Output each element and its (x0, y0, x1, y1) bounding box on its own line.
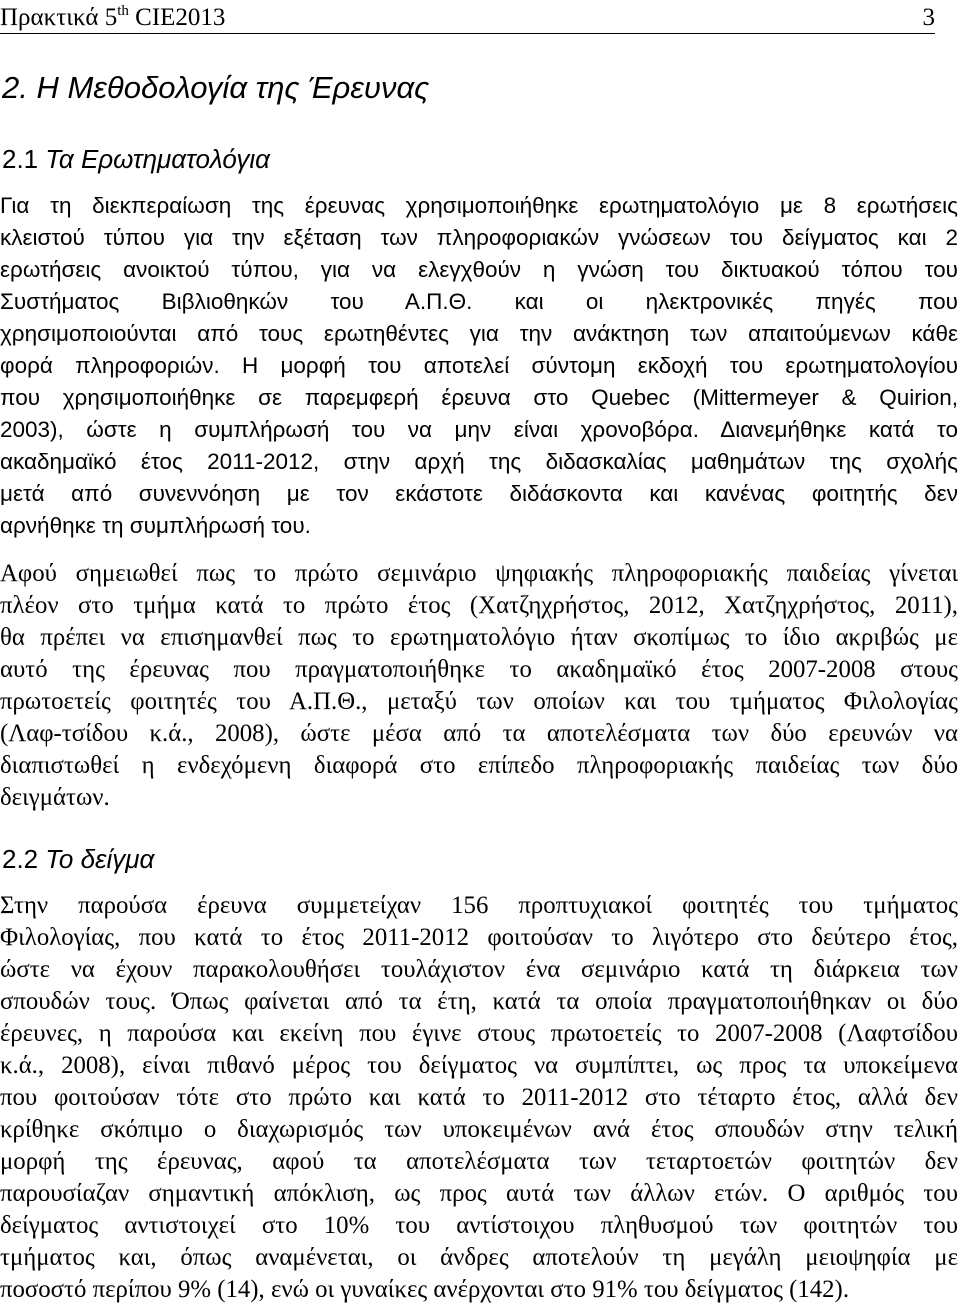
text-line: που φοιτούσαν τότε στο πρώτο και κατά το 2011-2012 στο τέταρτο έτος, αλλά δεν (0, 1084, 958, 1111)
text-line: αρνήθηκε τη συμπλήρωσή του. (0, 513, 311, 538)
page-number: 3 (922, 4, 935, 31)
text-line: κλειστού τύπου για την εξέταση των πληροφοριακών γνώσεων του δείγματος και 2 (0, 225, 958, 250)
text-line: δείγματος αντιστοιχεί στο 10% του αντίστοιχου πληθυσμού των φοιτητών του (0, 1212, 958, 1239)
text-line: διαπιστωθεί η ενδεχόμενη διαφορά στο επίπεδο πληροφοριακής παιδείας των δύο (0, 752, 958, 779)
text-line: Αφού σημειωθεί πως το πρώτο σεμινάριο ψηφιακής πληροφοριακής παιδείας γίνεται (0, 560, 958, 587)
text-line: Φιλολογίας, που κατά το έτος 2011-2012 φοιτούσαν το λιγότερο στο δεύτερο έτος, (0, 924, 958, 951)
text-line: κ.ά., 2008), είναι πιθανό μέρος του δείγματος να συμπίπτει, ως προς τα υποκείμενα (0, 1052, 958, 1079)
page-header (0, 2, 935, 34)
text-line: φορά πληροφοριών. Η μορφή του αποτελεί σύντομη εκδοχή του ερωτηματολογίου (0, 353, 958, 378)
text-line: Στην παρούσα έρευνα συμμετείχαν 156 προπτυχιακοί φοιτητές του τμήματος (0, 892, 958, 919)
text-line: πρωτοετείς φοιτητές του Α.Π.Θ., μεταξύ των οποίων και του τμήματος Φιλολογίας (0, 688, 958, 715)
text-line: Για τη διεκπεραίωση της έρευνας χρησιμοποιήθηκε ερωτηματολόγιο με 8 ερωτήσεις (0, 193, 958, 218)
text-line: δειγμάτων. (0, 784, 110, 811)
subsection-heading-sample: 2.2 Το δείγμα (2, 844, 155, 874)
text-line: θα πρέπει να επισημανθεί πως το ερωτηματολόγιο ήταν σκοπίμως το ίδιο ακριβώς με (0, 624, 958, 651)
subsection-heading-questionnaires: 2.1 Τα Ερωτηματολόγια (2, 144, 270, 174)
section-heading: 2. Η Μεθοδολογία της Έρευνας (2, 70, 430, 105)
text-line: μορφή της έρευνας, αφού τα αποτελέσματα των τεταρτοετών φοιτητών δεν (0, 1148, 958, 1175)
text-line: Συστήματος Βιβλιοθηκών του Α.Π.Θ. και οι ηλεκτρονικές πηγές που (0, 289, 958, 314)
text-line: (Λαφ-τσίδου κ.ά., 2008), ώστε μέσα από τα αποτελέσματα των δύο ερευνών να (0, 720, 958, 747)
paragraph-sample (0, 890, 958, 1306)
text-line: μετά από συνεννόηση με τον εκάστοτε διδάσκοντα και κανένας φοιτητής δεν (0, 481, 958, 506)
paragraph-questionnaires (0, 190, 958, 542)
text-line: κρίθηκε σκόπιμο ο διαχωρισμός των υποκειμένων ανά έτος σπουδών στην τελική (0, 1116, 958, 1143)
header-proceedings-title: Πρακτικά 5th CIE2013 (0, 3, 226, 31)
text-line: ακαδημαϊκό έτος 2011-2012, στην αρχή της διδασκαλίας μαθημάτων της σχολής (0, 449, 958, 474)
text-line: ερωτήσεις ανοικτού τύπου, για να ελεγχθούν η γνώση του δικτυακού τόπου του (0, 257, 958, 282)
text-line: ποσοστό περίπου 9% (14), ενώ οι γυναίκες ανέρχονται στο 91% του δείγματος (142). (0, 1276, 850, 1303)
text-line: πλέον στο τμήμα κατά το πρώτο έτος (Χατζηχρήστος, 2012, Χατζηχρήστος, 2011), (0, 592, 958, 619)
paragraph-first-seminar (0, 558, 958, 814)
text-line: χρησιμοποιούνται από τους ερωτηθέντες για την ανάκτηση των απαιτούμενων κάθε (0, 321, 958, 346)
text-line: τμήματος και, όπως αναμένεται, οι άνδρες αποτελούν τη μεγάλη μειοψηφία με (0, 1244, 958, 1271)
text-line: έρευνες, η παρούσα και εκείνη που έγινε στους πρωτοετείς το 2007-2008 (Λαφτσίδου (0, 1020, 958, 1047)
text-line: παρουσίαζαν σημαντική απόκλιση, ως προς αυτά των άλλων ετών. Ο αριθμός του (0, 1180, 958, 1207)
text-line: σπουδών τους. Όπως φαίνεται από τα έτη, κατά τα οποία πραγματοποιήθηκαν οι δύο (0, 988, 958, 1015)
text-line: ώστε να έχουν παρακολουθήσει τουλάχιστον ένα σεμινάριο κατά τη διάρκεια των (0, 956, 958, 983)
text-line: 2003), ώστε η συμπλήρωσή του να μην είναι χρονοβόρα. Διανεμήθηκε κατά το (0, 417, 958, 442)
text-line: αυτό της έρευνας που πραγματοποιήθηκε το ακαδημαϊκό έτος 2007-2008 στους (0, 656, 958, 683)
text-line: που χρησιμοποιήθηκε σε παρεμφερή έρευνα στο Quebec (Mittermeyer & Quirion, (0, 385, 958, 410)
